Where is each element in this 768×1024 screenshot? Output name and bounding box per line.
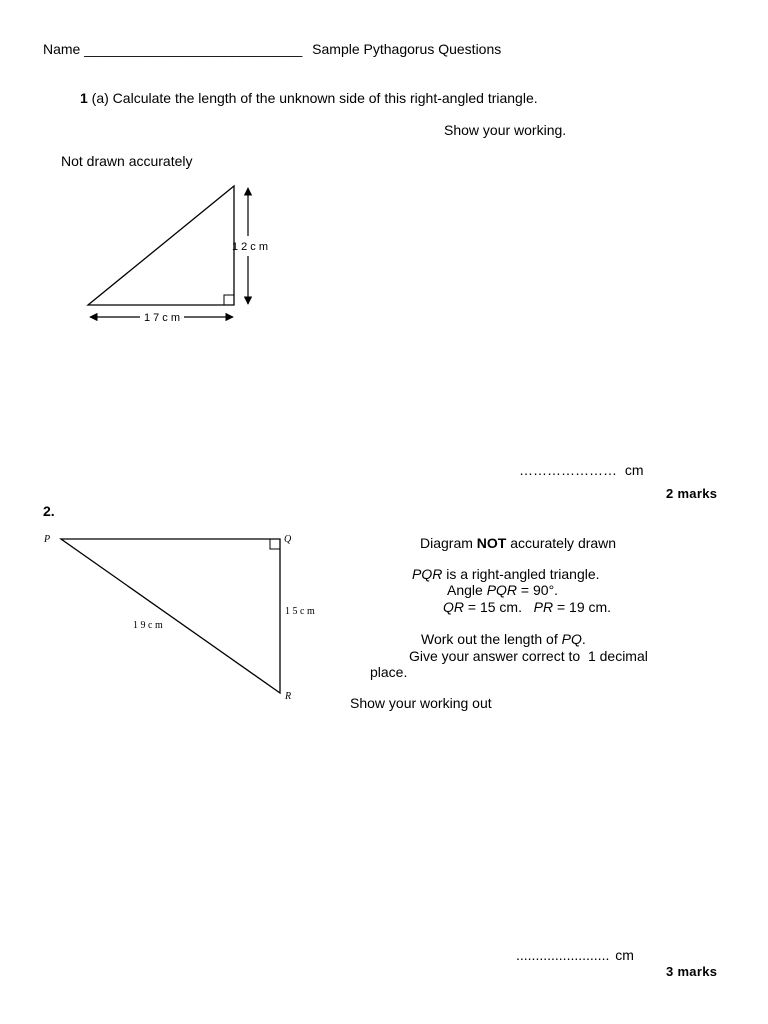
q2-line1-rest: is a right-angled triangle. [442,566,600,582]
q2-line2-pre: Angle [447,582,487,598]
name-label: Name [43,41,81,57]
q2-line3-qr: QR [443,599,464,615]
q1-number: 1 [80,90,88,106]
q1-vertical-label: 1 2 c m [231,241,269,253]
q2-side-pr-label: 1 9 c m [133,620,163,631]
q2-answer-line [516,947,634,963]
q2-diagram-note-post: accurately drawn [506,535,617,551]
q1-horizontal-label: 1 7 c m [143,312,181,324]
q2-line2 [447,582,558,598]
q2-triangle [61,539,280,693]
q2-line3-rest: = 19 cm. [553,599,612,615]
q2-line3-pr: PR [533,599,554,615]
q2-diagram-note [420,535,616,551]
q1-prompt-text: (a) Calculate the length of the unknown side of this right-angled triangle. [87,90,538,106]
q2-answer-dots[interactable]: ........................ [516,947,610,963]
q1-answer-unit: cm [624,462,644,478]
q2-line4-rest: . [581,631,586,647]
q1-marks: 2 marks [666,486,718,501]
q2-line5: Give your answer correct to 1 decimal [409,648,648,664]
q2-line4-pre: Work out the length of [421,631,562,647]
q1-answer-line [519,462,644,478]
q2-line2-italic: PQR [486,582,518,598]
worksheet-title: Sample Pythagorus Questions [312,41,502,57]
q2-line6: place. [370,664,408,680]
q1-show-working: Show your working. [444,122,567,138]
q2-line1 [412,566,600,582]
q2-answer-unit: cm [615,947,634,963]
q2-show-working: Show your working out [350,695,492,711]
q2-vertex-r: R [285,691,292,702]
q2-line2-rest: = 90°. [517,582,559,598]
q2-vertex-p: P [44,534,51,545]
q2-line3-mid: = 15 cm. [464,599,534,615]
q2-number: 2. [43,503,55,519]
q2-right-angle-mark [270,539,280,549]
name-blank[interactable]: ____________________________ [84,41,303,57]
q2-vertex-q: Q [284,534,292,545]
q2-side-qr-label: 1 5 c m [285,606,315,617]
q1-not-drawn-note: Not drawn accurately [61,153,193,169]
q2-line4-italic: PQ [561,631,582,647]
q2-triangle-diagram [0,0,340,720]
q2-diagram-note-bold: NOT [476,535,507,551]
q2-marks: 3 marks [666,964,718,979]
q1-answer-dots[interactable]: ………………… [519,462,617,478]
q2-diagram-note-pre: Diagram [420,535,477,551]
q2-line3 [443,599,611,615]
q2-line1-italic: PQR [412,566,443,582]
q2-line4 [421,631,586,647]
